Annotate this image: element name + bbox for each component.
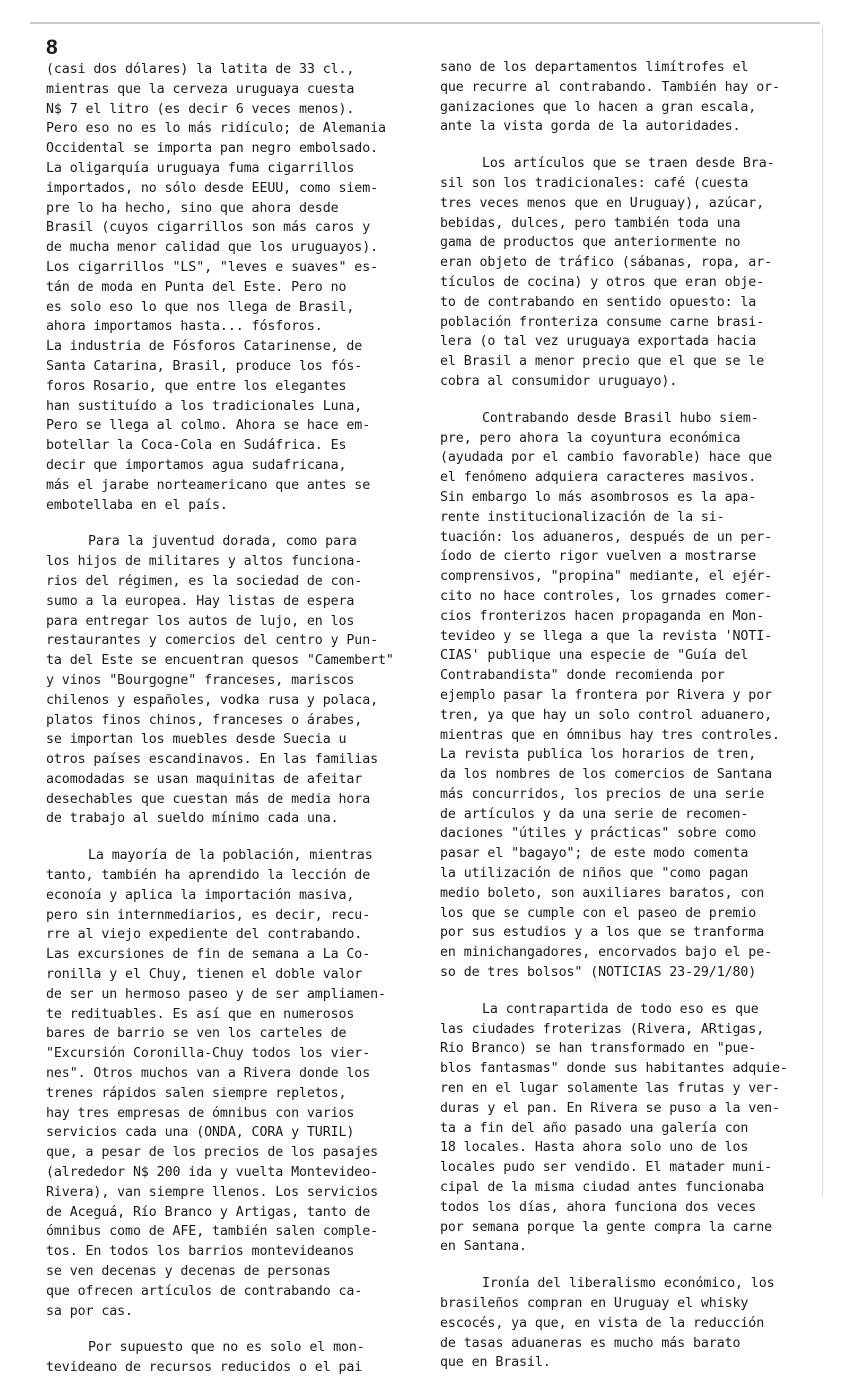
text-line: desechables que cuestan más de media hora bbox=[46, 791, 371, 807]
text-line: importados, no sólo desde EEUU, como siem- bbox=[46, 180, 379, 196]
text-line: tevideano de recursos reducidos o el pai bbox=[46, 1360, 363, 1376]
text-line: 18 locales. Hasta ahora solo uno de los bbox=[440, 1140, 749, 1156]
text-line: cobra al consumidor uruguayo). bbox=[440, 373, 678, 389]
text-line: Pero eso no es lo más ridículo; de Alemania bbox=[46, 121, 386, 137]
text-line: ómnibus como de AFE, también salen comple- bbox=[46, 1224, 379, 1240]
text-line: en Santana. bbox=[440, 1239, 527, 1255]
text-line: trenes rápidos salen siempre repletos, bbox=[46, 1085, 347, 1101]
text-line: ta a fin del año pasado una galería con bbox=[440, 1120, 749, 1136]
text-line: eran objeto de tráfico (sábanas, ropa, ar- bbox=[440, 255, 773, 271]
text-line: tanto, también ha aprendido la lección de bbox=[46, 868, 371, 884]
text-line: botellar la Coca-Cola en Sudáfrica. Es bbox=[46, 438, 347, 454]
paragraph bbox=[46, 1338, 416, 1378]
text-line: foros Rosario, que entre los elegantes bbox=[46, 378, 347, 394]
text-line: para entregar los autos de lujo, en los bbox=[46, 613, 355, 629]
text-line: rre al viejo expediente del contrabando. bbox=[46, 927, 363, 943]
text-line: servicios cada una (ONDA, CORA y TURIL) bbox=[46, 1125, 355, 1141]
text-line: todos los días, ahora funciona dos veces bbox=[440, 1199, 757, 1215]
text-line: ronilla y el Chuy, tienen el doble valor bbox=[46, 967, 363, 983]
text-line: más el jarabe norteamericano que antes se bbox=[46, 477, 371, 493]
text-line: Por supuesto que no es solo el mon- bbox=[88, 1340, 365, 1356]
paragraph bbox=[440, 409, 815, 983]
text-line: ante la vista gorda de la autoridades. bbox=[440, 119, 741, 135]
left-column bbox=[46, 60, 416, 1395]
text-line: bebidas, dulces, pero también toda una bbox=[440, 215, 741, 231]
text-line: so de tres bolsos" (NOTICIAS 23-29/1/80) bbox=[440, 965, 757, 981]
text-line: han sustituído a los tradicionales Luna, bbox=[46, 398, 363, 414]
paragraph bbox=[440, 1000, 815, 1257]
text-line: rente institucionalización de la si- bbox=[440, 509, 725, 525]
text-line: de artículos y da una serie de recomen- bbox=[440, 806, 749, 822]
text-line: gama de productos que anteriormente no bbox=[440, 235, 741, 251]
text-line: Rivera), van siempre llenos. Los servicios bbox=[46, 1184, 379, 1200]
text-line: sumo a la europea. Hay listas de espera bbox=[46, 593, 355, 609]
page-number: 8 bbox=[46, 36, 58, 59]
text-line: es solo eso lo que nos llega de Brasil, bbox=[46, 299, 355, 315]
text-line: hay tres empresas de ómnibus con varios bbox=[46, 1105, 355, 1121]
text-line: (ayudada por el cambio favorable) hace que bbox=[440, 450, 773, 466]
text-line: otros países escandinavos. En las familias bbox=[46, 752, 379, 768]
text-line: CIAS' publique una especie de "Guía del bbox=[440, 648, 749, 664]
text-line: por sus estudios y a los que se tranforma bbox=[440, 925, 765, 941]
text-line: embotellaba en el país. bbox=[46, 497, 228, 513]
text-line: La oligarquía uruguaya fuma cigarrillos bbox=[46, 160, 355, 176]
text-line: medio boleto, son auxiliares baratos, con bbox=[440, 885, 765, 901]
text-line: población fronteriza consume carne brasi- bbox=[440, 314, 765, 330]
paragraph bbox=[46, 532, 416, 829]
text-line: escocés, ya que, en vista de la reducción bbox=[440, 1315, 765, 1331]
text-line: que, a pesar de los precios de los pasajes bbox=[46, 1145, 379, 1161]
text-line: Sin embargo lo más asombrosos es la apa- bbox=[440, 489, 757, 505]
text-line: brasileños compran en Uruguay el whisky bbox=[440, 1296, 749, 1312]
text-line: más concurridos, los precios de una serie bbox=[440, 786, 765, 802]
text-line: tren, ya que hay un solo control aduanero, bbox=[440, 707, 773, 723]
text-line: que en Brasil. bbox=[440, 1355, 551, 1371]
text-line: el fenómeno adquiera caracteres masivos. bbox=[440, 470, 757, 486]
text-line: (alrededor N$ 200 ida y vuelta Montevideo- bbox=[46, 1165, 379, 1181]
text-line: "Excursión Coronilla-Chuy todos los vier- bbox=[46, 1046, 371, 1062]
text-line: tevideo y se llega a que la revista 'NOTI- bbox=[440, 628, 773, 644]
text-line: Santa Catarina, Brasil, produce los fós- bbox=[46, 358, 363, 374]
paragraph bbox=[440, 58, 815, 137]
text-line: se ven decenas y decenas de personas bbox=[46, 1264, 331, 1280]
text-line: N$ 7 el litro (es decir 6 veces menos). bbox=[46, 101, 355, 117]
text-line: de mucha menor calidad que los uruguayos). bbox=[46, 240, 379, 256]
text-line: pre, pero ahora la coyuntura económica bbox=[440, 430, 741, 446]
text-line: Los cigarrillos "LS", "leves e suaves" es- bbox=[46, 259, 379, 275]
text-line: ren en el lugar solamente las frutas y ver- bbox=[440, 1081, 780, 1097]
text-line: Contrabandista" donde recomienda por bbox=[440, 668, 725, 684]
text-line: mientras que la cerveza uruguaya cuesta bbox=[46, 81, 355, 97]
text-line: mientras que en ómnibus hay tres controles. bbox=[440, 727, 780, 743]
text-line: pero sin internmediarios, es decir, recu- bbox=[46, 907, 371, 923]
text-line: Pero se llega al colmo. Ahora se hace em- bbox=[46, 418, 371, 434]
text-line: bares de barrio se ven los carteles de bbox=[46, 1026, 347, 1042]
paragraph bbox=[46, 846, 416, 1321]
text-line: de trabajo al sueldo mínimo cada una. bbox=[46, 811, 339, 827]
text-line: Occidental se importa pan negro embolsado. bbox=[46, 141, 379, 157]
text-line: daciones "útiles y prácticas" sobre como bbox=[440, 826, 757, 842]
text-line: sano de los departamentos limítrofes el bbox=[440, 60, 749, 75]
text-line: tuación: los aduaneros, después de un per- bbox=[440, 529, 773, 545]
text-line: y vinos "Bourgogne" franceses, mariscos bbox=[46, 672, 355, 688]
text-line: la utilización de niños que "como pagan bbox=[440, 866, 749, 882]
text-line: chilenos y españoles, vodka rusa y polaca, bbox=[46, 692, 379, 708]
text-line: Contrabando desde Brasil hubo siem- bbox=[482, 410, 759, 426]
text-line: ahora importamos hasta... fósforos. bbox=[46, 319, 323, 335]
text-line: tán de moda en Punta del Este. Pero no bbox=[46, 279, 347, 295]
paragraph bbox=[440, 1274, 815, 1373]
text-line: da los nombres de los comercios de Santana bbox=[440, 767, 773, 783]
text-line: cios fronterizos hacen propaganda en Mon- bbox=[440, 608, 765, 624]
text-line: pre lo ha hecho, sino que ahora desde bbox=[46, 200, 339, 216]
text-line: tículos de cocina) y otros que eran obje- bbox=[440, 274, 765, 290]
text-line: las ciudades froterizas (Rivera, ARtigas, bbox=[440, 1021, 765, 1037]
text-line: de Aceguá, Río Branco y Artigas, tanto de bbox=[46, 1204, 371, 1220]
text-line: blos fantasmas" donde sus habitantes adquie- bbox=[440, 1061, 788, 1077]
text-line: La mayoría de la población, mientras bbox=[88, 848, 373, 864]
text-line: sa por cas. bbox=[46, 1303, 133, 1319]
right-column bbox=[440, 58, 815, 1390]
text-line: (casi dos dólares) la latita de 33 cl., bbox=[46, 62, 355, 77]
text-line: to de contrabando en sentido opuesto: la bbox=[440, 294, 757, 310]
text-line: comprensivos, "propina" mediante, el ejér- bbox=[440, 569, 773, 585]
text-line: La industria de Fósforos Catarinense, de bbox=[46, 339, 363, 355]
text-line: tos. En todos los barrios montevideanos bbox=[46, 1244, 355, 1260]
text-line: duras y el pan. En Rivera se puso a la ven- bbox=[440, 1100, 780, 1116]
text-line: platos finos chinos, franceses o árabes, bbox=[46, 712, 363, 728]
text-line: el Brasil a menor precio que el que se le bbox=[440, 354, 765, 370]
text-line: locales pudo ser vendido. El matader muni- bbox=[440, 1160, 773, 1176]
text-line: Ironía del liberalismo económico, los bbox=[482, 1276, 775, 1292]
text-line: Los artículos que se traen desde Bra- bbox=[482, 156, 775, 172]
text-line: sil son los tradicionales: café (cuesta bbox=[440, 175, 749, 191]
text-line: rios del régimen, es la sociedad de con- bbox=[46, 573, 363, 589]
text-line: Brasil (cuyos cigarrillos son más caros y bbox=[46, 220, 371, 236]
text-line: acomodadas se usan maquinitas de afeitar bbox=[46, 771, 363, 787]
text-line: La revista publica los horarios de tren, bbox=[440, 747, 757, 763]
text-line: cipal de la misma ciudad antes funcionaba bbox=[440, 1180, 765, 1196]
text-line: cito no hace controles, los grnades comer- bbox=[440, 588, 773, 604]
text-line: ta del Este se encuentran quesos "Camembert" bbox=[46, 653, 394, 669]
text-line: que ofrecen artículos de contrabando ca- bbox=[46, 1283, 363, 1299]
text-line: Para la juventud dorada, como para bbox=[88, 534, 357, 550]
text-line: íodo de cierto rigor vuelven a mostrarse bbox=[440, 549, 757, 565]
paragraph bbox=[440, 154, 815, 392]
text-line: Las excursiones de fin de semana a La Co- bbox=[46, 947, 371, 963]
text-line: que recurre al contrabando. También hay or- bbox=[440, 79, 780, 95]
text-line: los hijos de militares y altos funciona- bbox=[46, 554, 363, 570]
text-line: restaurantes y comercios del centro y Pun- bbox=[46, 633, 379, 649]
right-margin-rule bbox=[822, 26, 823, 1196]
text-line: en minichangadores, encorvados bajo el pe- bbox=[440, 945, 773, 961]
text-line: de ser un hermoso paseo y de ser ampliamen- bbox=[46, 986, 386, 1002]
paragraph bbox=[46, 60, 416, 515]
text-line: lera (o tal vez uruguaya exportada hacia bbox=[440, 334, 757, 350]
text-line: se importan los muebles desde Suecia u bbox=[46, 732, 347, 748]
text-line: te redituables. Es así que en numerosos bbox=[46, 1006, 355, 1022]
text-line: de tasas aduaneras es mucho más barato bbox=[440, 1335, 741, 1351]
text-line: pasar el "bagayo"; de este modo comenta bbox=[440, 846, 749, 862]
text-line: por semana porque la gente compra la carne bbox=[440, 1219, 773, 1235]
text-line: los que se cumple con el paseo de premio bbox=[440, 905, 757, 921]
text-line: econoía y aplica la importación masiva, bbox=[46, 887, 355, 903]
top-rule bbox=[30, 22, 820, 24]
text-line: decir que importamos agua sudafricana, bbox=[46, 457, 347, 473]
text-line: ejemplo pasar la frontera por Rivera y por bbox=[440, 687, 773, 703]
text-line: La contrapartida de todo eso es que bbox=[482, 1001, 759, 1017]
text-line: ganizaciones que lo hacen a gran escala, bbox=[440, 99, 757, 115]
text-line: nes". Otros muchos van a Rivera donde los bbox=[46, 1066, 371, 1082]
text-line: Rio Branco) se han transformado en "pue- bbox=[440, 1041, 757, 1057]
text-line: tres veces menos que en Uruguay), azúcar, bbox=[440, 195, 765, 211]
